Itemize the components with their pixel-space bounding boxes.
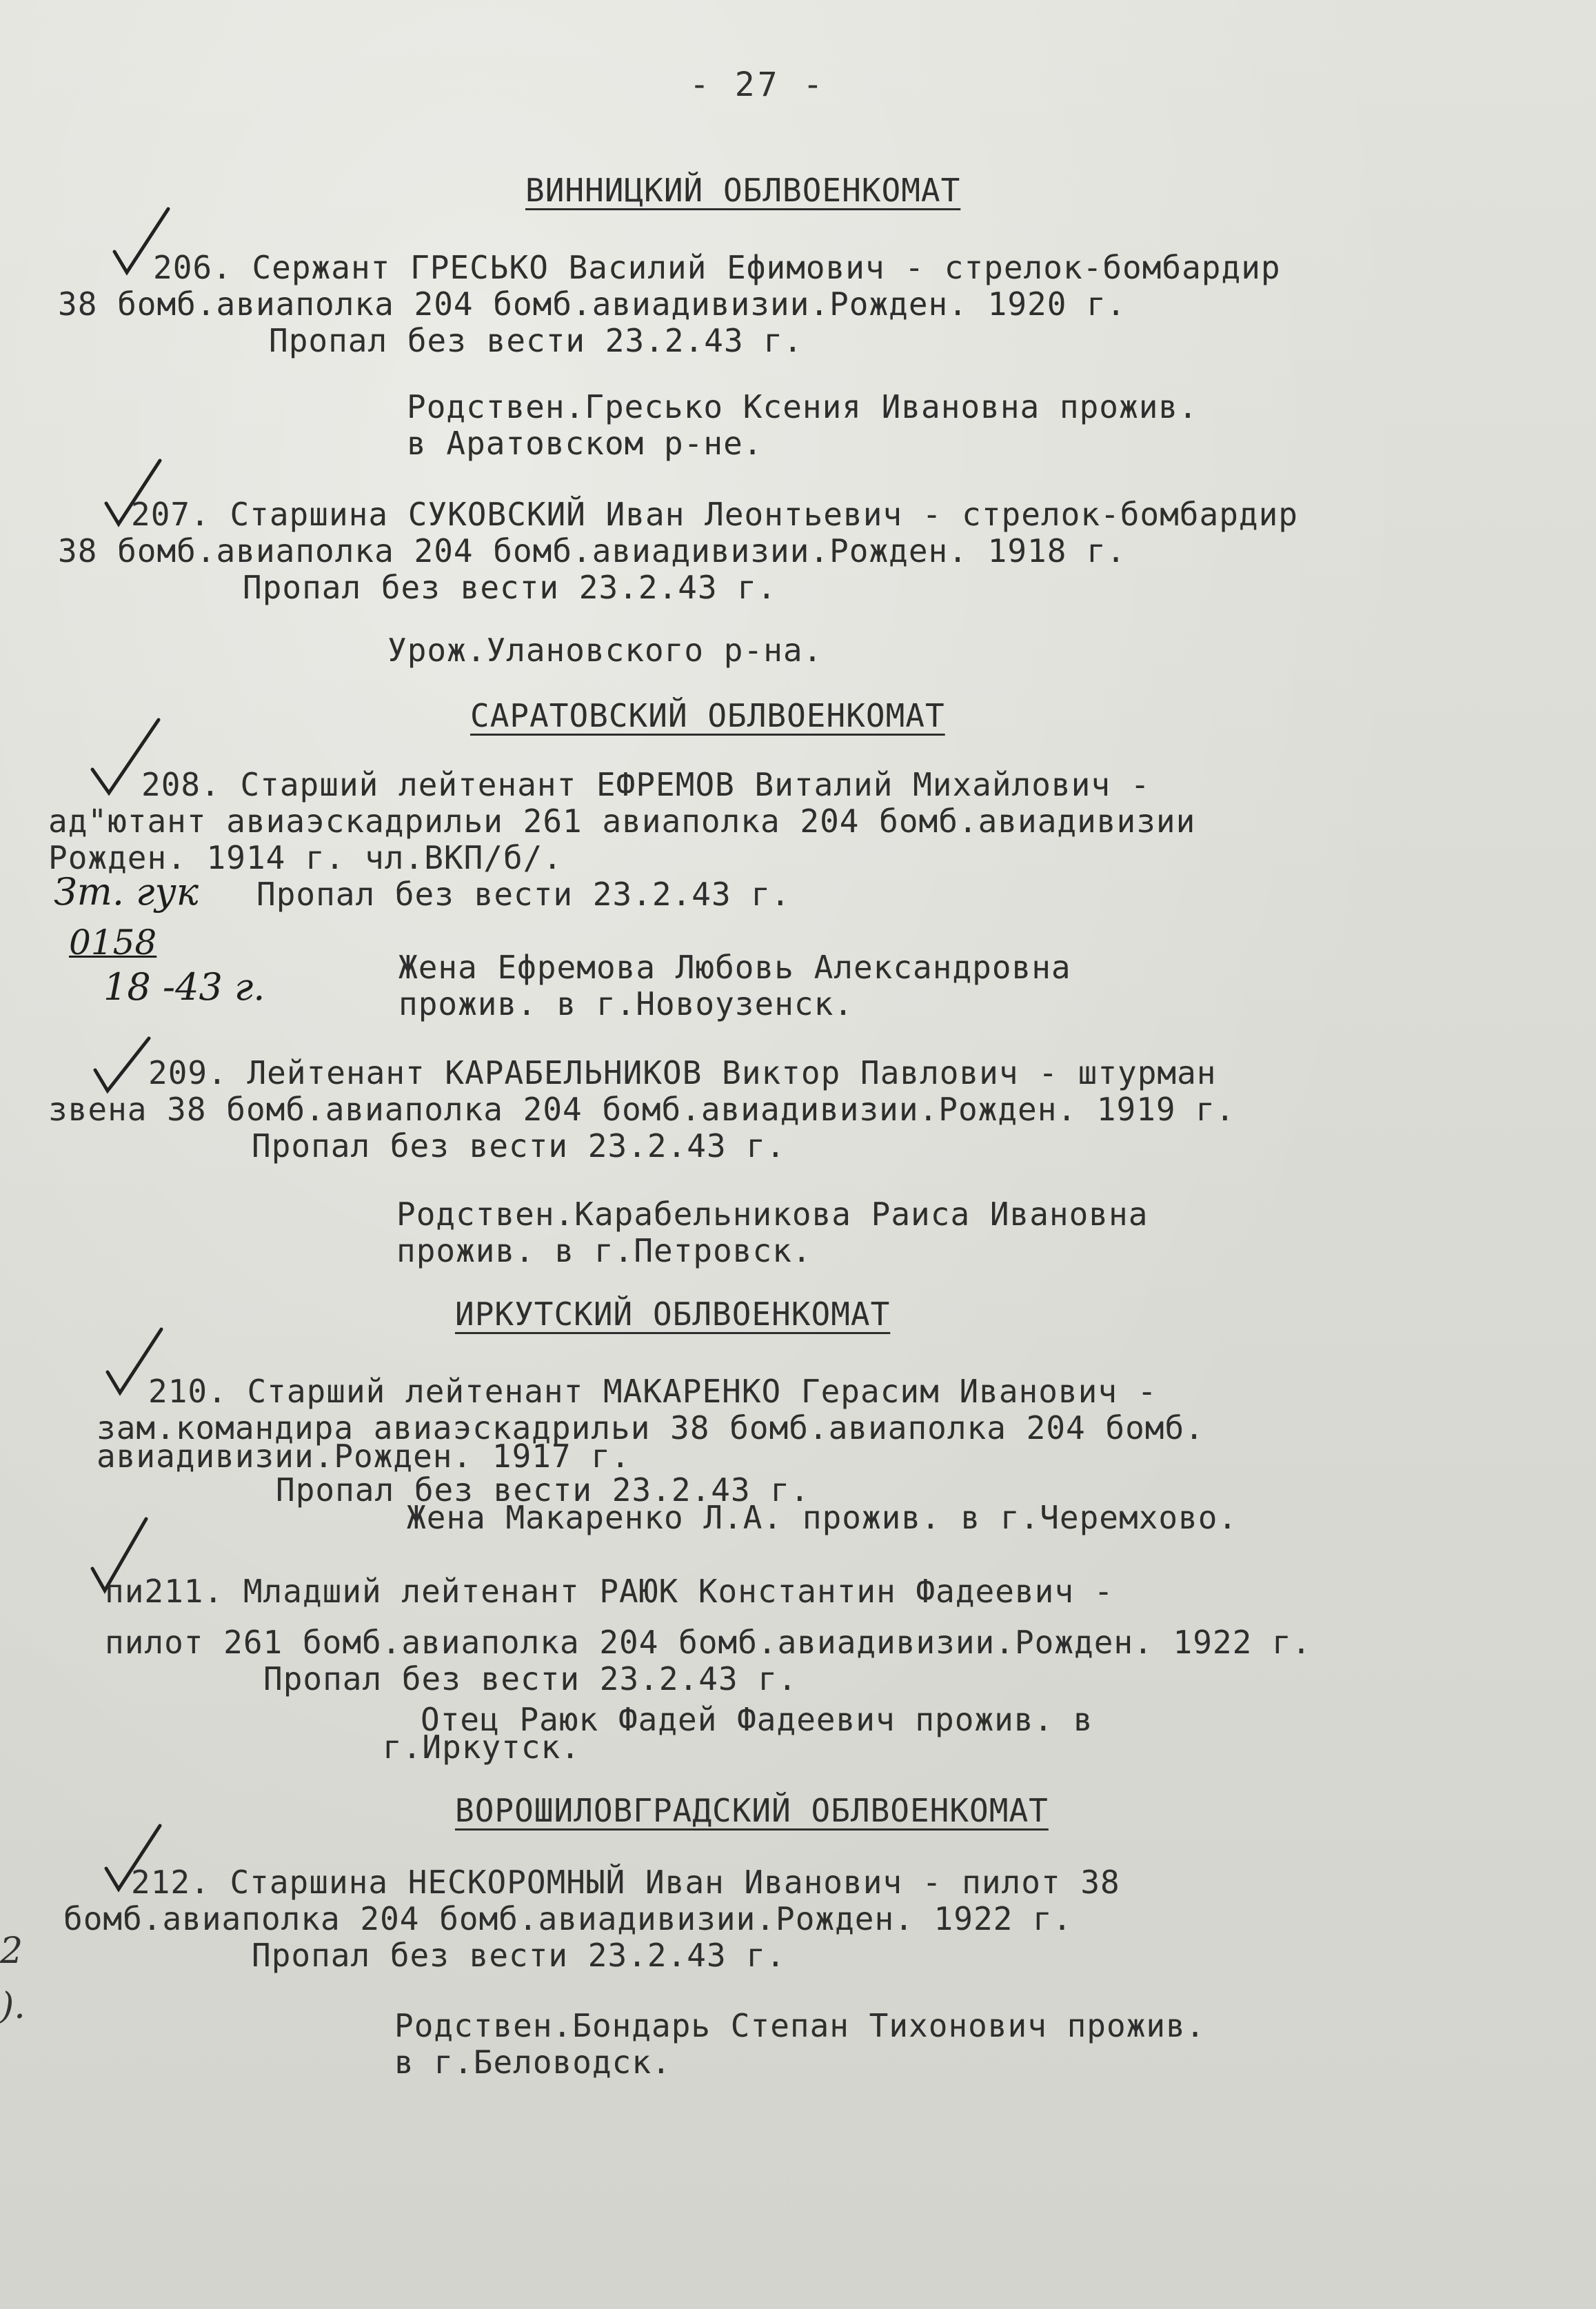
section-heading-vinnitsa: ВИННИЦКИЙ ОБЛВОЕНКОМАТ (525, 172, 961, 209)
entry-211-line-1: пи211. Младший лейтенант РАЮК Константин Фадеевич - (105, 1573, 1114, 1610)
entry-208-line-6: прожив. в г.Новоузенск. (398, 985, 853, 1022)
entry-212-line-5: в г.Беловодск. (394, 2044, 671, 2081)
entry-211-line-2: пилот 261 бомб.авиаполка 204 бомб.авиадивизии.Рожден. 1922 г. (105, 1624, 1312, 1661)
entry-210-line-3: авиадивизии.Рожден. 1917 г. (97, 1438, 631, 1475)
handwritten-note-line-1: Зт. гук (54, 870, 199, 914)
entry-207-line-3: Пропал без вести 23.2.43 г. (243, 569, 777, 606)
entry-209-line-2: звена 38 бомб.авиаполка 204 бомб.авиадивизии.Рожден. 1919 г. (48, 1091, 1235, 1128)
entry-206-line-5: в Аратовском р-не. (407, 425, 763, 462)
entry-211-line-4: Отец Раюк Фадей Фадеевич прожив. в (421, 1701, 1093, 1738)
entry-207-line-2: 38 бомб.авиаполка 204 бомб.авиадивизии.Рожден. 1918 г. (58, 532, 1127, 569)
entry-212-line-4: Родствен.Бондарь Степан Тихонович прожив. (394, 2007, 1206, 2044)
section-heading-saratov: САРАТОВСКИЙ ОБЛВОЕНКОМАТ (470, 697, 945, 734)
entry-209-line-4: Родствен.Карабельникова Раиса Ивановна (396, 1196, 1149, 1233)
section-heading-voroshilovgrad: ВОРОШИЛОВГРАДСКИЙ ОБЛВОЕНКОМАТ (455, 1792, 1049, 1829)
entry-206-line-1: 206. Сержант ГРЕСЬКО Василий Ефимович - стрелок-бомбардир (153, 249, 1281, 286)
entry-212-line-2: бомб.авиаполка 204 бомб.авиадивизии.Рожден. 1922 г. (63, 1900, 1073, 1937)
entry-209-line-5: прожив. в г.Петровск. (396, 1232, 812, 1269)
entry-210-line-5: Жена Макаренко Л.А. прожив. в г.Черемхово. (407, 1499, 1238, 1536)
entry-208-line-1: 208. Старший лейтенант ЕФРЕМОВ Виталий Михайлович - (141, 766, 1151, 803)
entry-210-line-4: Пропал без вести 23.2.43 г. (276, 1471, 810, 1509)
edge-mark-b: ). (0, 1986, 26, 2027)
entry-208-line-3: Рожден. 1914 г. чл.ВКП/б/. (48, 839, 563, 876)
entry-209-line-3: Пропал без вести 23.2.43 г. (252, 1127, 786, 1164)
entry-211-line-5: г.Иркутск. (383, 1728, 580, 1766)
entry-206-line-2: 38 бомб.авиаполка 204 бомб.авиадивизии.Рожден. 1920 г. (58, 285, 1127, 323)
entry-208-line-4: Пропал без вести 23.2.43 г. (256, 876, 791, 913)
entry-206-line-4: Родствен.Гресько Ксения Ивановна прожив. (407, 388, 1198, 425)
entry-210-line-1: 210. Старший лейтенант МАКАРЕНКО Герасим Иванович - (148, 1373, 1158, 1410)
check-mark-icon (91, 1034, 153, 1096)
edge-mark-a: 2 (0, 1930, 23, 1972)
entry-210-line-2: зам.командира авиаэскадрильи 38 бомб.авиаполка 204 бомб. (97, 1409, 1204, 1446)
entry-206-line-3: Пропал без вести 23.2.43 г. (269, 322, 803, 359)
entry-212-line-1: 212. Старшина НЕСКОРОМНЫЙ Иван Иванович - пилот 38 (131, 1864, 1120, 1901)
entry-209-line-1: 209. Лейтенант КАРАБЕЛЬНИКОВ Виктор Павлович - штурман (148, 1054, 1217, 1091)
entry-207-line-4: Урож.Улановского р-на. (387, 632, 823, 669)
entry-208-line-5: Жена Ефремова Любовь Александровна (398, 949, 1071, 986)
entry-212-line-3: Пропал без вести 23.2.43 г. (252, 1937, 786, 1974)
handwritten-note-code: 0158 (69, 922, 157, 962)
entry-207-line-1: 207. Старшина СУКОВСКИЙ Иван Леонтьевич - стрелок-бомбардир (131, 496, 1298, 533)
page-number: - 27 - (689, 65, 826, 104)
entry-208-line-2: ад"ютант авиаэскадрильи 261 авиаполка 204 бомб.авиадивизии (48, 803, 1196, 840)
entry-211-line-3: Пропал без вести 23.2.43 г. (263, 1660, 798, 1697)
section-heading-irkutsk: ИРКУТСКИЙ ОБЛВОЕНКОМАТ (455, 1295, 891, 1333)
handwritten-note-line-3: 18 -43 г. (103, 965, 265, 1009)
